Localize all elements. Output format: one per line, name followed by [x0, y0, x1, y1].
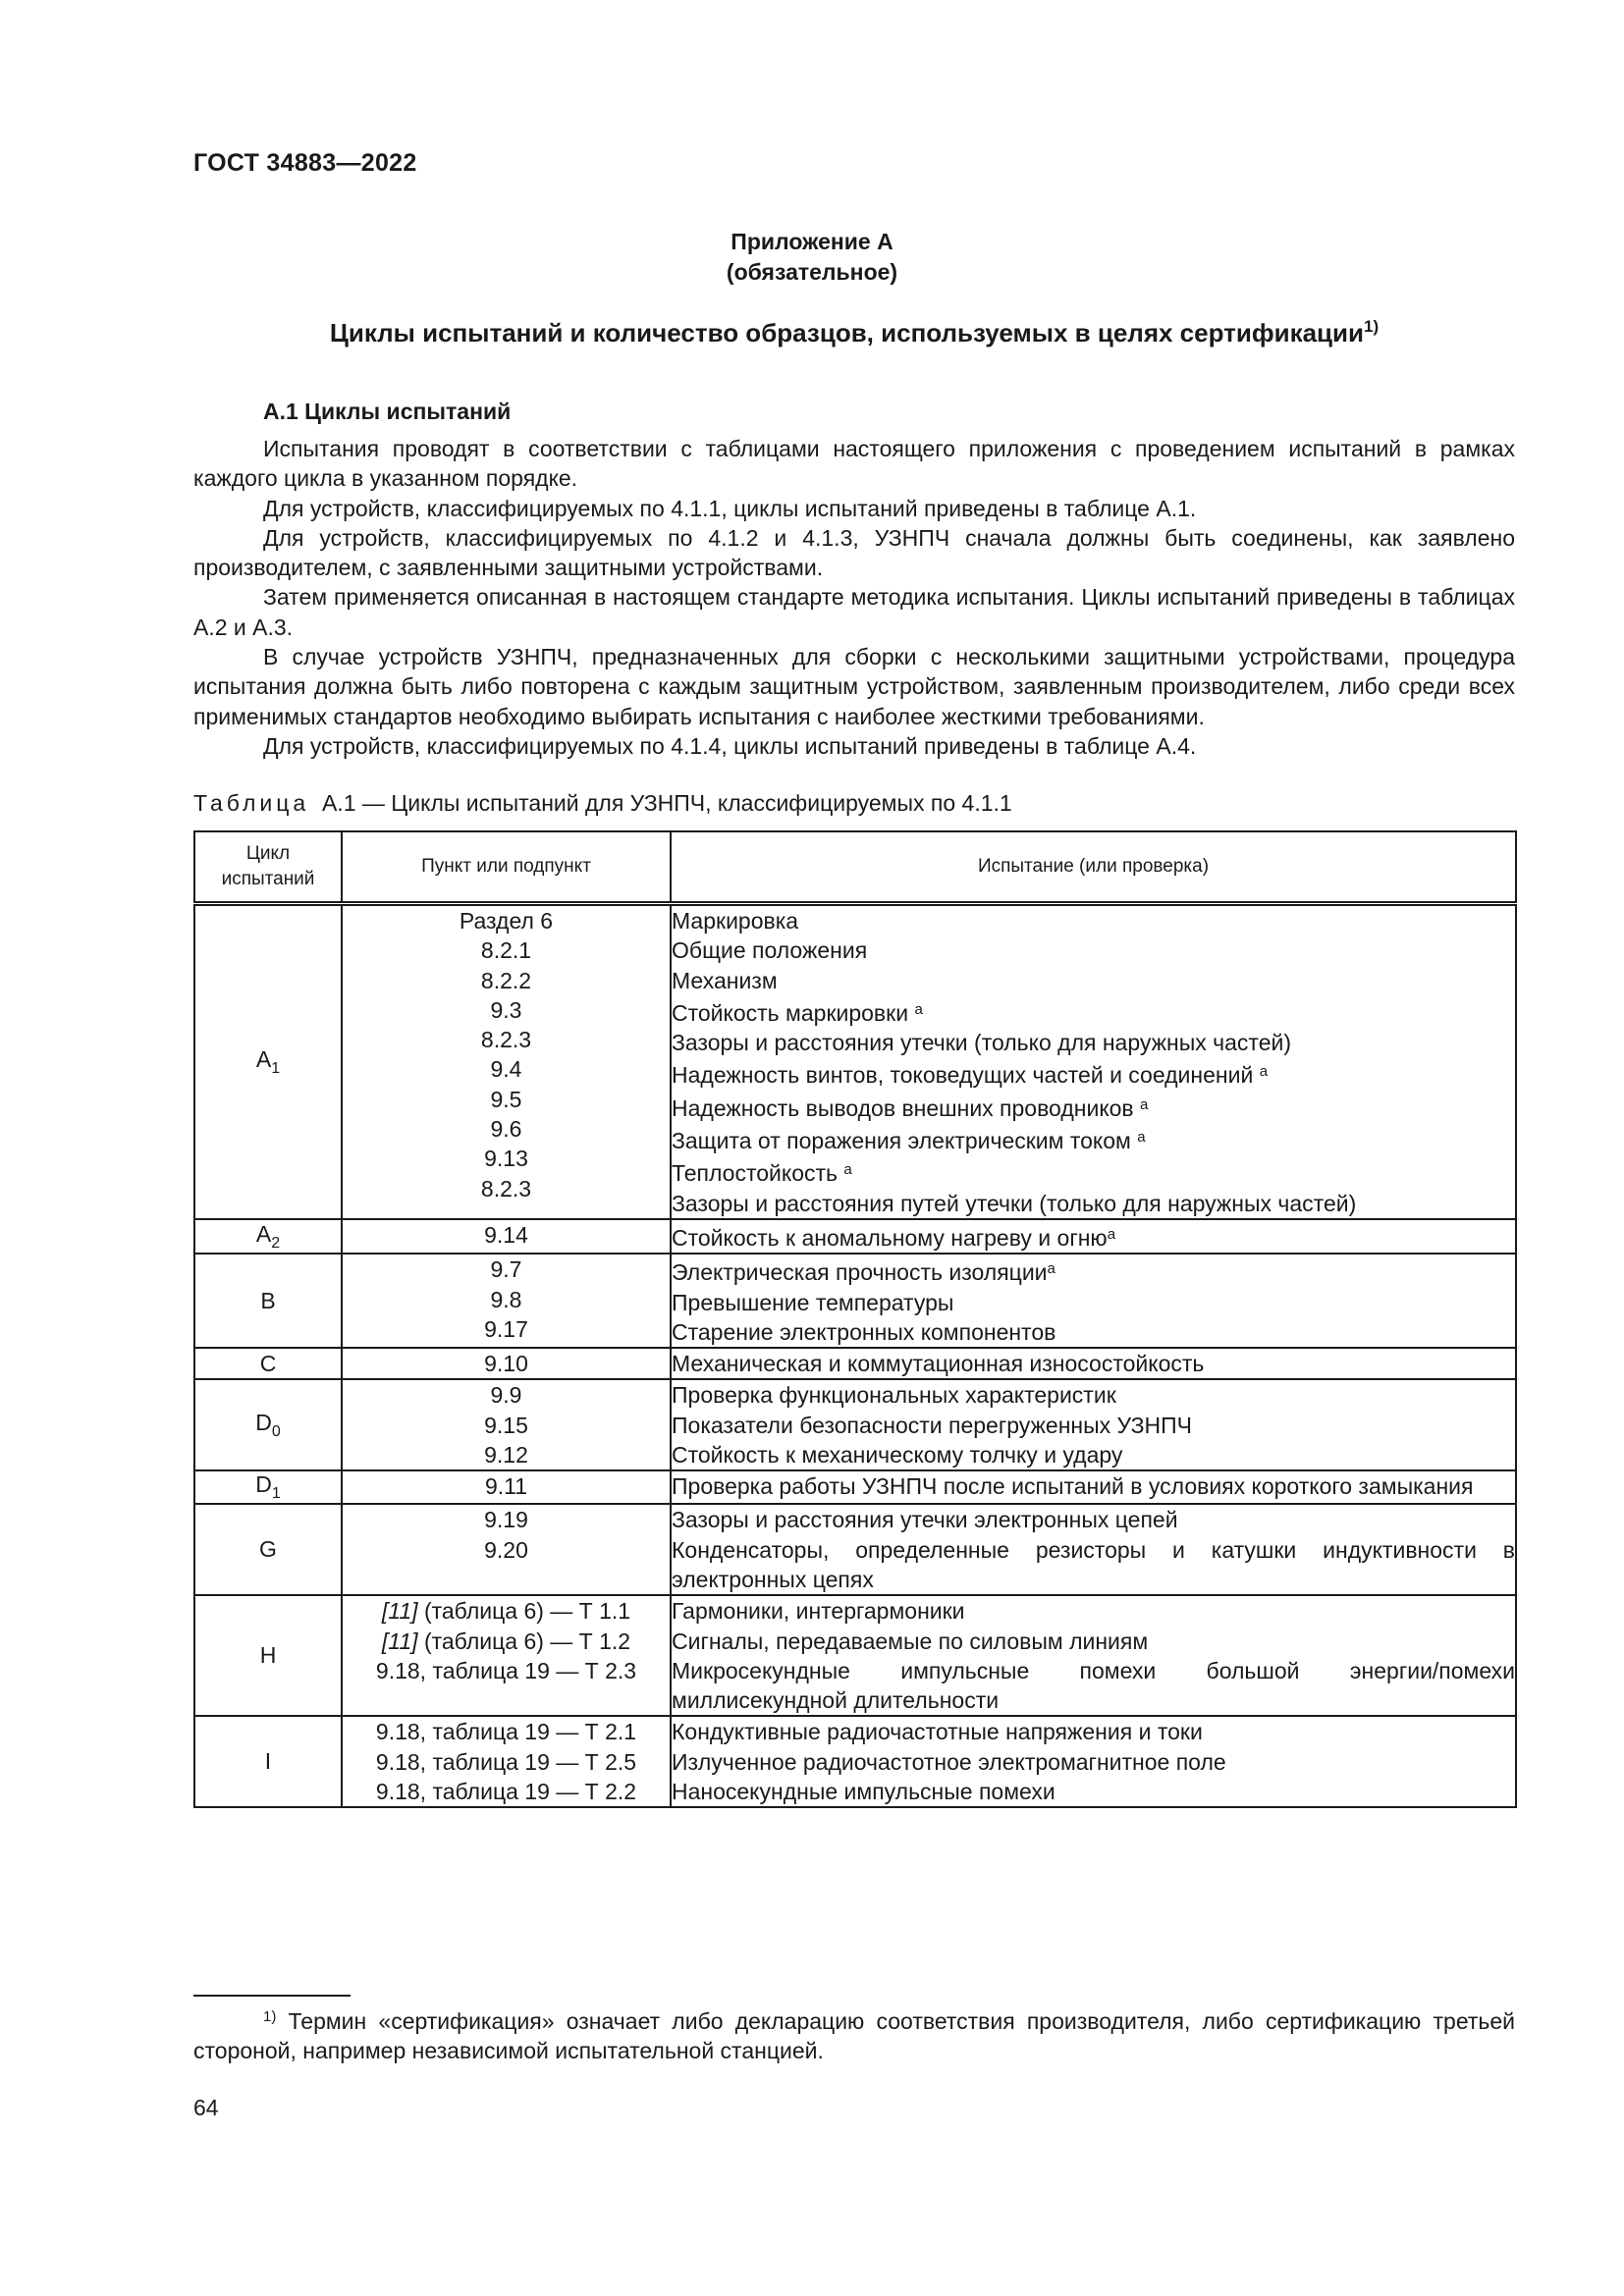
cycle-label: D — [255, 1409, 272, 1435]
clause-number: 8.2.3 — [480, 1027, 532, 1053]
appendix-title: Приложение А — [731, 229, 893, 254]
header-test: Испытание (или проверка) — [671, 831, 1516, 904]
paragraph: В случае устройств УЗНПЧ, предназначенных для сборки с несколькими защитными устройствами, процедура испытания должна быть либо повторена с каждым защитным устройством, заявленным производителем, либо среди всех применимых стандартов необходимо выбирать испытания с наиболее жесткими требованиями. — [193, 644, 1515, 729]
test-name — [672, 1288, 1515, 1317]
test-name — [672, 1255, 1515, 1287]
clause-cell — [342, 1716, 671, 1807]
table-row — [194, 904, 1516, 1219]
footnote-ref[interactable]: 1) — [1364, 317, 1380, 336]
test-text: Электрическая прочность изоляции — [672, 1259, 1048, 1286]
table-note-mark: а — [1047, 1260, 1056, 1278]
clause-number: 9.15 — [484, 1412, 528, 1438]
test-cell — [671, 1716, 1516, 1807]
table-row — [194, 1470, 1516, 1504]
cycle-subscript: 2 — [271, 1234, 281, 1252]
clause-cell — [342, 1470, 671, 1504]
test-name — [672, 906, 1515, 935]
cycle-subscript: 0 — [271, 1422, 281, 1440]
clause-number: 9.9 — [490, 1382, 522, 1409]
cycle-label: D — [255, 1471, 272, 1498]
cycle-cell — [194, 1595, 342, 1716]
clause-number: 9.18, таблица 19 — Т 2.3 — [375, 1657, 637, 1683]
main-title — [193, 317, 1515, 348]
test-name — [672, 1155, 1515, 1188]
test-name — [672, 1747, 1515, 1777]
cycle-cell — [194, 1504, 342, 1595]
clause-number: 9.18, таблица 19 — Т 2.1 — [375, 1719, 637, 1745]
bibliography-ref: [11] — [381, 1628, 418, 1654]
test-text: Механическая и коммутационная износостойкость — [672, 1351, 1205, 1377]
test-text: Показатели безопасности перегруженных УЗНПЧ — [672, 1412, 1192, 1438]
test-name — [672, 1123, 1515, 1155]
table-caption-text: А.1 — Циклы испытаний для УЗНПЧ, классифицируемых по 4.1.1 — [321, 790, 1012, 816]
bibliography-ref: [11] — [381, 1598, 418, 1625]
test-name — [672, 1440, 1515, 1469]
test-text: Кондуктивные радиочастотные напряжения и токи — [672, 1719, 1203, 1745]
table-caption — [193, 790, 1012, 817]
test-text: Общие положения — [672, 937, 868, 964]
table-row — [194, 1716, 1516, 1807]
appendix-heading — [0, 227, 1624, 288]
test-text: Зазоры и расстояния утечки (только для наружных частей) — [672, 1030, 1291, 1056]
footnote-divider — [193, 1995, 351, 1997]
clause-number: 9.18, таблица 19 — Т 2.2 — [375, 1779, 637, 1805]
test-name — [672, 1656, 1515, 1716]
test-name — [672, 1091, 1515, 1123]
test-name — [672, 1380, 1515, 1410]
table-note-mark: а — [1140, 1095, 1149, 1113]
test-text: Проверка работы УЗНПЧ после испытаний в условиях короткого замыкания — [672, 1473, 1474, 1500]
clause-ref-line — [343, 1627, 670, 1656]
cycle-subscript: 1 — [271, 1485, 281, 1503]
cycle-cell — [194, 1470, 342, 1504]
header-clause: Пункт или подпункт — [342, 831, 671, 904]
clause-number: Раздел 6 — [459, 908, 554, 934]
test-text: Гармоники, интергармоники — [672, 1598, 965, 1625]
table-note-mark: а — [843, 1161, 852, 1179]
cycle-label: I — [264, 1748, 272, 1775]
table-note-mark: а — [1107, 1225, 1116, 1243]
test-name — [672, 935, 1515, 965]
header-cycle — [194, 831, 342, 904]
test-name — [672, 1717, 1515, 1746]
test-cell — [671, 1504, 1516, 1595]
test-text: Стойкость маркировки — [672, 999, 915, 1026]
clause-number: 8.2.3 — [480, 1175, 532, 1201]
clause-cell — [342, 1348, 671, 1379]
test-text: Превышение температуры — [672, 1289, 954, 1315]
footnote — [193, 2002, 1515, 2066]
cycle-label: A — [255, 1220, 272, 1247]
paragraph: Для устройств, классифицируемых по 4.1.4, циклы испытаний приведены в таблице А.4. — [263, 732, 1197, 759]
test-cell — [671, 1348, 1516, 1379]
table-row — [194, 1348, 1516, 1379]
table-row — [194, 1595, 1516, 1716]
cycle-subscript: 1 — [271, 1059, 281, 1077]
test-text: Защита от поражения электрическим током — [672, 1128, 1138, 1154]
section-heading: А.1 Циклы испытаний — [263, 399, 512, 424]
test-name — [672, 1627, 1515, 1656]
main-title-text: Циклы испытаний и количество образцов, используемых в целях сертификации — [329, 318, 1364, 347]
clause-number: 9.8 — [490, 1286, 522, 1312]
clause-number: 9.19 — [484, 1507, 528, 1533]
table-row — [194, 1254, 1516, 1348]
table-caption-label: Таблица — [193, 790, 310, 816]
test-name — [672, 1411, 1515, 1440]
test-cell — [671, 1379, 1516, 1470]
cycle-cell — [194, 904, 342, 1219]
clause-number: 9.12 — [484, 1442, 528, 1468]
test-name — [672, 1220, 1515, 1253]
clause-number: 8.2.1 — [480, 937, 532, 964]
clause-number: 9.13 — [484, 1146, 528, 1172]
table-note-mark: а — [1137, 1129, 1146, 1147]
footnote-text: Термин «сертификация» означает либо декларацию соответствия производителя, либо сертификацию третьей стороной, например независимой испытательной станцией. — [193, 2008, 1515, 2064]
clause-cell — [342, 1379, 671, 1470]
clause-ref-rest: (таблица 6) — Т 1.2 — [417, 1628, 631, 1654]
test-cell — [671, 1470, 1516, 1504]
clause-number: 9.17 — [484, 1315, 528, 1342]
section-body — [193, 434, 1515, 761]
table-body — [194, 904, 1516, 1808]
table-row — [194, 1219, 1516, 1254]
clause-number: 9.5 — [490, 1086, 522, 1112]
test-cell — [671, 1595, 1516, 1716]
header-cycle-line2: испытаний — [221, 869, 315, 889]
test-text: Стойкость к механическому толчку и удару — [672, 1442, 1123, 1468]
cycle-label: H — [259, 1642, 277, 1669]
footnote-mark: 1) — [263, 2008, 277, 2025]
test-text: Наносекундные импульсные помехи — [672, 1779, 1056, 1805]
table-note-mark: а — [914, 1000, 923, 1018]
cycle-cell — [194, 1254, 342, 1348]
clause-number: 9.6 — [490, 1116, 522, 1143]
clause-number: 9.7 — [490, 1256, 522, 1283]
clause-cell — [342, 1504, 671, 1595]
clause-number: 9.4 — [490, 1056, 522, 1083]
clause-ref-rest: (таблица 6) — Т 1.1 — [417, 1598, 631, 1625]
test-name — [672, 1596, 1515, 1626]
test-text: Надежность винтов, токоведущих частей и соединений — [672, 1062, 1260, 1089]
test-name — [672, 966, 1515, 995]
cycle-cell — [194, 1348, 342, 1379]
clause-number: 9.18, таблица 19 — Т 2.5 — [375, 1748, 637, 1775]
test-text: Маркировка — [672, 908, 799, 934]
test-text: Излученное радиочастотное электромагнитное поле — [672, 1748, 1226, 1775]
test-name — [672, 1189, 1515, 1218]
test-name — [672, 1057, 1515, 1090]
test-cell — [671, 904, 1516, 1219]
clause-cell — [342, 1219, 671, 1254]
test-text: Зазоры и расстояния путей утечки (только для наружных частей) — [672, 1190, 1357, 1216]
paragraph: Испытания проводят в соответствии с таблицами настоящего приложения с проведением испытаний в рамках каждого цикла в указанном порядке. — [193, 436, 1515, 492]
document-id: ГОСТ 34883—2022 — [193, 149, 417, 177]
table-row — [194, 1504, 1516, 1595]
paragraph: Для устройств, классифицируемых по 4.1.2 и 4.1.3, УЗНПЧ сначала должны быть соединены, как заявлено производителем, с заявленными защитными устройствами. — [193, 524, 1515, 581]
test-cell — [671, 1254, 1516, 1348]
test-cycles-table — [193, 830, 1517, 1808]
test-text: Проверка функциональных характеристик — [672, 1382, 1116, 1409]
paragraph: Для устройств, классифицируемых по 4.1.1, циклы испытаний приведены в таблице А.1. — [263, 495, 1197, 521]
page-number: 64 — [193, 2095, 219, 2120]
header-cycle-line1: Цикл — [245, 843, 291, 864]
cycle-label: A — [255, 1045, 272, 1072]
table-header-row — [194, 831, 1516, 904]
clause-ref-line — [343, 1596, 670, 1626]
clause-number: 9.11 — [484, 1473, 528, 1500]
test-text: Сигналы, передаваемые по силовым линиям — [672, 1628, 1149, 1654]
clause-number: 9.20 — [484, 1536, 528, 1563]
test-name — [672, 1535, 1515, 1595]
appendix-status: (обязательное) — [726, 259, 898, 285]
cycle-cell — [194, 1379, 342, 1470]
clause-cell — [342, 904, 671, 1219]
test-name — [672, 995, 1515, 1028]
test-text: Старение электронных компонентов — [672, 1318, 1056, 1345]
test-text: Надежность выводов внешних проводников — [672, 1095, 1141, 1121]
paragraph: Затем применяется описанная в настоящем стандарте методика испытания. Циклы испытаний приведены в таблицах А.2 и А.3. — [193, 584, 1515, 640]
cycle-cell — [194, 1219, 342, 1254]
table-row — [194, 1379, 1516, 1470]
test-text: Теплостойкость — [672, 1160, 844, 1187]
test-name — [672, 1349, 1515, 1378]
cycle-label: C — [259, 1350, 277, 1376]
clause-number: 9.10 — [484, 1351, 528, 1377]
test-name — [672, 1471, 1515, 1501]
test-text: Стойкость к аномальному нагреву и огню — [672, 1224, 1108, 1251]
cycle-label: B — [260, 1287, 276, 1313]
test-text: Конденсаторы, определенные резисторы и катушки индуктивности в электронных цепях — [672, 1536, 1515, 1592]
clause-number: 9.3 — [490, 996, 522, 1023]
clause-cell — [342, 1254, 671, 1348]
test-cell — [671, 1219, 1516, 1254]
clause-number: 9.14 — [484, 1221, 528, 1248]
clause-cell — [342, 1595, 671, 1716]
table-note-mark: а — [1259, 1063, 1269, 1081]
test-text: Зазоры и расстояния утечки электронных цепей — [672, 1507, 1178, 1533]
test-text: Механизм — [672, 967, 778, 993]
test-text: Микросекундные импульсные помехи большой энергии/помехи миллисекундной длительности — [672, 1657, 1515, 1714]
test-name — [672, 1505, 1515, 1534]
cycle-cell — [194, 1716, 342, 1807]
test-name — [672, 1028, 1515, 1057]
clause-number: 8.2.2 — [480, 967, 532, 993]
test-name — [672, 1317, 1515, 1347]
cycle-label: G — [259, 1536, 277, 1563]
test-name — [672, 1777, 1515, 1806]
